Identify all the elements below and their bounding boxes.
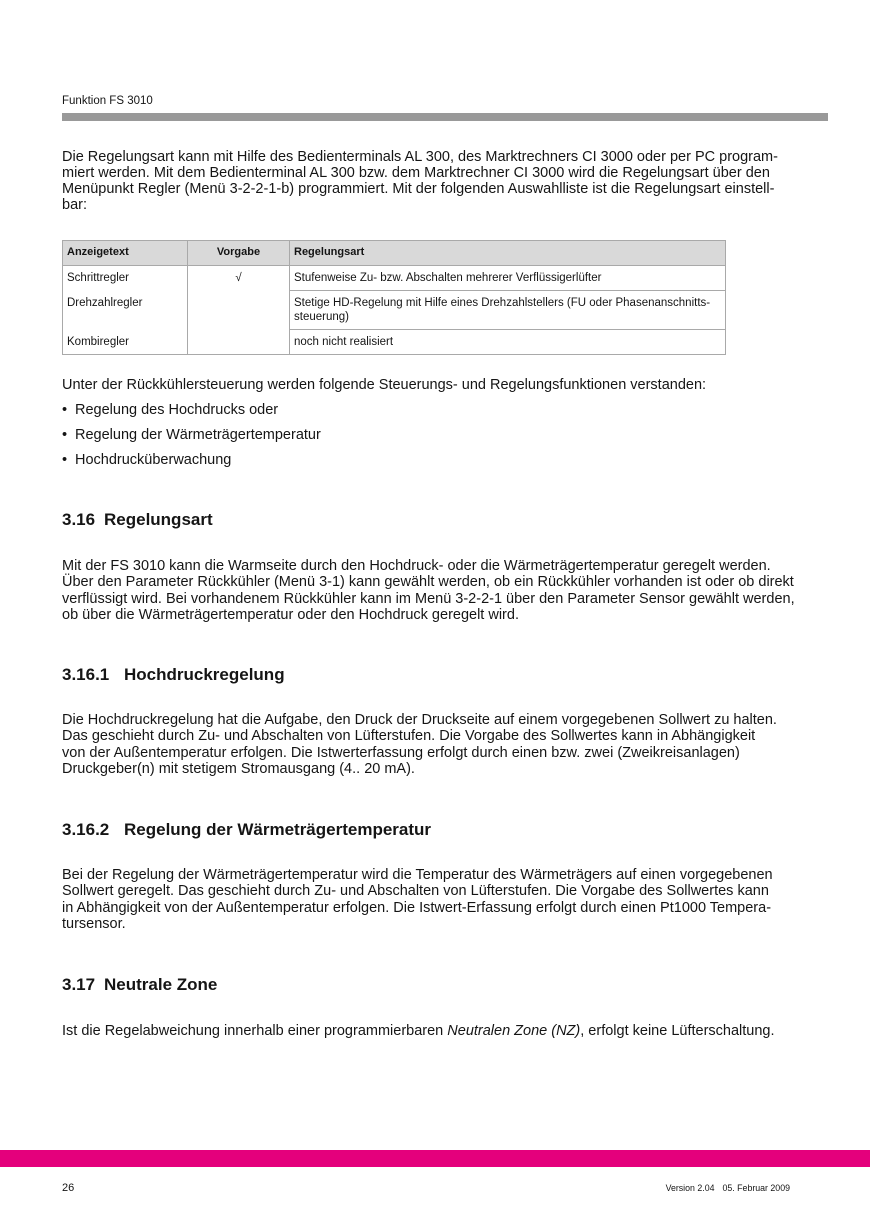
text-line: Die Regelungsart kann mit Hilfe des Bedienterminals AL 300, des Marktrechners CI 3000 oder per PC program-	[62, 149, 778, 165]
text-line: Über den Parameter Rückkühler (Menü 3-1) kann gewählt werden, ob ein Rückkühler vorhanden ist oder ob direkt	[62, 574, 794, 591]
text-line: miert werden. Mit dem Bedienterminal AL 300 bzw. dem Marktrechner CI 3000 wird die Regelungsart über den	[62, 165, 770, 181]
section-title: Regelung der Wärmeträgertemperatur	[124, 820, 432, 839]
version-date: 05. Februar 2009	[722, 1183, 790, 1193]
section-paragraph	[62, 1023, 775, 1039]
section-number: 3.16.1	[62, 665, 110, 684]
section-number: 3.16.2	[62, 820, 110, 839]
default-check-mark: √	[235, 272, 242, 284]
display-text-cell: Kombiregler	[63, 330, 188, 355]
text-line: in Abhängigkeit von der Außentemperatur erfolgen. Die Istwert-Erfassung erfolgt durch einen Pt1000 Tempera-	[62, 899, 772, 916]
text-run: , erfolgt keine Lüfterschaltung.	[580, 1023, 775, 1039]
table-header-row	[63, 241, 726, 266]
text-line: Druckgeber(n) mit stetigem Stromausgang (4.. 20 mA).	[62, 761, 415, 778]
column-header-display-text: Anzeigetext	[63, 241, 188, 266]
section-number: 3.16	[62, 510, 96, 529]
text-line: Mit der FS 3010 kann die Warmseite durch den Hochdruck- oder die Wärmeträgertemperatur geregelt werden.	[62, 558, 771, 574]
display-text-cell: Schrittregler	[63, 266, 188, 291]
text-line: Die Hochdruckregelung hat die Aufgabe, den Druck der Druckseite auf einem vorgegebenen Sollwert zu halten.	[62, 712, 777, 728]
header-rule	[62, 113, 828, 121]
running-head: Funktion FS 3010	[62, 95, 153, 107]
section-paragraph	[62, 867, 773, 933]
default-cell	[188, 291, 290, 330]
page-number: 26	[62, 1182, 75, 1194]
text-line: Sollwert geregelt. Das geschieht durch Zu- und Abschalten von Lüfterstufen. Die Vorgabe des Sollwertes kann	[62, 883, 769, 900]
table-row	[63, 330, 726, 355]
section-heading	[62, 975, 217, 995]
emphasized-term: Neutralen Zone (NZ)	[447, 1023, 581, 1039]
version-label: Version 2.04	[665, 1183, 715, 1193]
control-type-text: noch nicht realisiert	[294, 336, 394, 348]
section-title: Neutrale Zone	[104, 975, 218, 994]
section-title: Hochdruckregelung	[124, 665, 285, 684]
column-header-default: Vorgabe	[188, 241, 290, 266]
section-number: 3.17	[62, 975, 96, 994]
section-heading	[62, 665, 285, 685]
control-mode-table	[62, 240, 726, 355]
text-line	[62, 1023, 775, 1039]
list-item: • Regelung des Hochdrucks oder	[62, 402, 321, 427]
section-heading	[62, 510, 213, 530]
text-line: ob über die Wärmeträgertemperatur oder den Hochdruck geregelt wird.	[62, 607, 519, 624]
intro-paragraph	[62, 149, 778, 213]
version-info	[666, 1183, 790, 1194]
column-header-control-type: Regelungsart	[290, 241, 726, 266]
section-title: Regelungsart	[104, 510, 213, 529]
text-line: Unter der Rückkühlersteuerung werden folgende Steuerungs- und Regelungsfunktionen verstanden:	[62, 377, 707, 393]
footer-accent-bar	[0, 1150, 870, 1167]
text-run: Ist die Regelabweichung innerhalb einer programmierbaren	[62, 1023, 448, 1039]
control-type-cell	[290, 266, 726, 291]
functions-intro	[62, 377, 706, 393]
section-paragraph	[62, 558, 795, 624]
default-cell	[188, 266, 290, 291]
text-line: Menüpunkt Regler (Menü 3-2-2-1-b) programmiert. Mit der folgenden Auswahlliste ist die Regelungsart einstell-	[62, 181, 775, 197]
table-row	[63, 266, 726, 291]
text-line: von der Außentemperatur erfolgen. Die Istwerterfassung erfolgt durch einen bzw. zwei (Zweikreisanlagen)	[62, 744, 740, 761]
text-line: Das geschieht durch Zu- und Abschalten von Lüfterstufen. Die Vorgabe des Sollwertes kann in Abhängigkeit	[62, 728, 756, 745]
section-heading	[62, 820, 431, 840]
function-list	[62, 402, 321, 477]
text-line: tursensor.	[62, 916, 126, 933]
list-item: • Regelung der Wärmeträgertemperatur	[62, 427, 321, 452]
control-type-text: steuerung)	[294, 310, 349, 323]
control-type-cell	[290, 291, 726, 330]
table-row	[63, 291, 726, 330]
control-type-text: Stetige HD-Regelung mit Hilfe eines Drehzahlstellers (FU oder Phasenanschnitts-	[294, 297, 711, 309]
default-cell	[188, 330, 290, 355]
section-paragraph	[62, 712, 777, 778]
text-line: verflüssigt wird. Bei vorhandenem Rückkühler kann im Menü 3-2-2-1 über den Parameter Sensor gewählt werden,	[62, 590, 795, 607]
text-line: Bei der Regelung der Wärmeträgertemperatur wird die Temperatur des Wärmeträgers auf einen vorgegebenen	[62, 867, 773, 883]
text-line: bar:	[62, 197, 87, 213]
display-text-cell: Drehzahlregler	[63, 291, 188, 330]
control-type-cell	[290, 330, 726, 355]
list-item: • Hochdrucküberwachung	[62, 452, 321, 477]
control-type-text: Stufenweise Zu- bzw. Abschalten mehrerer Verflüssigerlüfter	[294, 272, 602, 284]
